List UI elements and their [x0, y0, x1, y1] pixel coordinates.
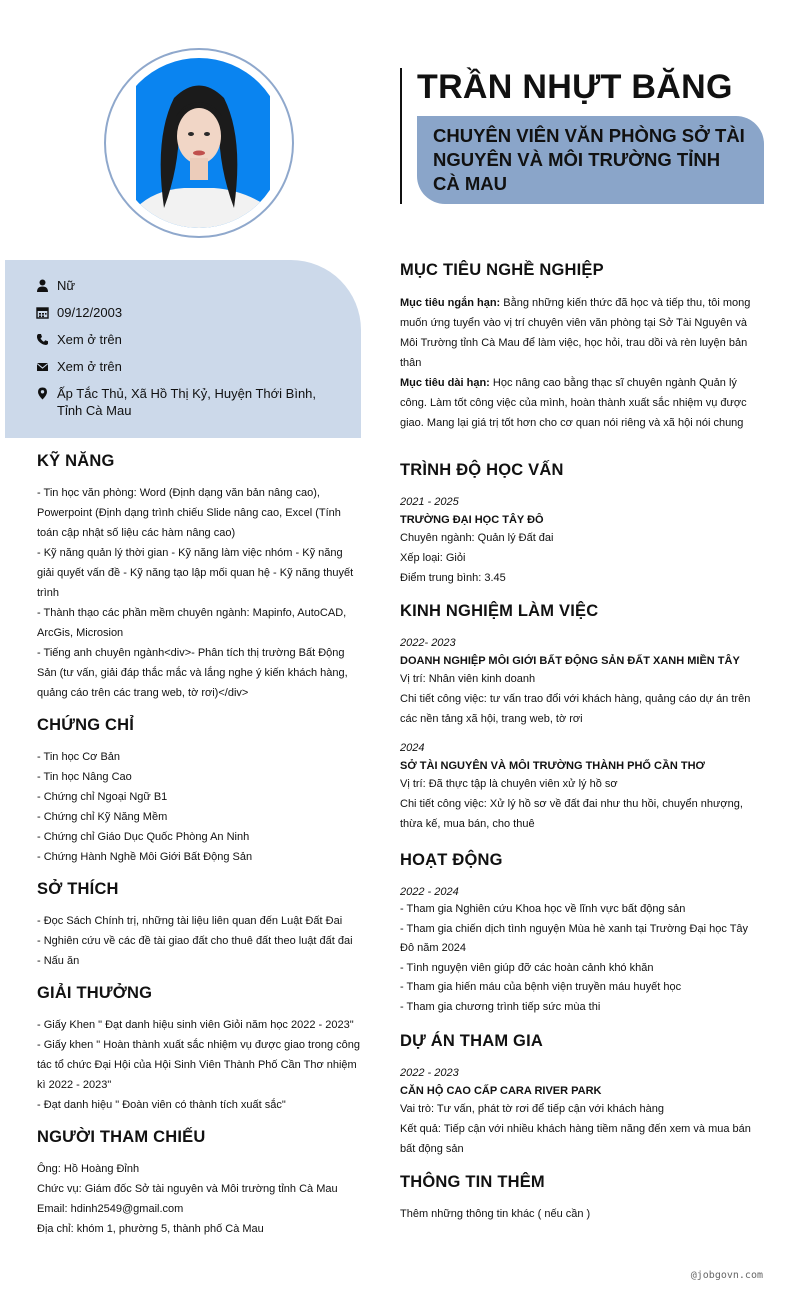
projects-title: DỰ ÁN THAM GIA	[400, 1032, 543, 1050]
reference-line: Email: hdinh2549@gmail.com	[37, 1203, 184, 1215]
certificate-item: - Chứng chỉ Giáo Dục Quốc Phòng An Ninh	[37, 831, 250, 843]
person-icon	[36, 279, 49, 292]
phone-icon	[36, 333, 49, 346]
projects-section	[400, 1032, 764, 1159]
education-line: Điểm trung bình: 3.45	[400, 572, 506, 584]
certificate-item: - Tin học Nâng Cao	[37, 771, 132, 783]
job-title: CHUYÊN VIÊN VĂN PHÒNG SỞ TÀI NGUYÊN VÀ MÔI TRƯỜNG TỈNH CÀ MAU	[417, 116, 764, 204]
contact-birthday	[36, 304, 361, 321]
contact-address	[36, 385, 361, 419]
award-item: - Giấy Khen " Đạt danh hiệu sinh viên Giỏi năm học 2022 - 2023"	[37, 1019, 354, 1031]
skills-section	[37, 452, 361, 703]
hobby-item: - Nghiên cứu về các đề tài giao đất cho thuê đất theo luật đất đai	[37, 935, 353, 947]
references-section	[37, 1128, 361, 1239]
hobby-item: - Nấu ăn	[37, 955, 80, 967]
reference-line: Địa chỉ: khóm 1, phường 5, thành phố Cà Mau	[37, 1223, 264, 1235]
objective-long-text: Học nâng cao bằng thạc sĩ chuyên ngành Quản lý công. Làm tốt công việc của mình, hoàn thành xuất sắc nhiệm vụ được giao. Mang lại giá trị tốt hơn cho cơ quan nói riêng và xã hội nói chung	[400, 377, 747, 429]
certificates-title: CHỨNG CHỈ	[37, 716, 135, 734]
location-pin-icon	[36, 387, 49, 400]
education-school: TRƯỜNG ĐẠI HỌC TÂY ĐÔ	[400, 514, 544, 526]
avatar	[114, 58, 284, 228]
activity-item: - Tham gia Nghiên cứu Khoa học về lĩnh vực bất động sản	[400, 903, 686, 915]
activity-item: - Tham gia chương trình tiếp sức mùa thi	[400, 1000, 601, 1013]
birthday-text: 09/12/2003	[57, 305, 123, 320]
email-text: Xem ở trên	[57, 359, 122, 374]
objective-short-label: Mục tiêu ngắn hạn:	[400, 297, 501, 309]
award-item: - Giấy khen " Hoàn thành xuất sắc nhiệm vụ được giao trong công tác tổ chức Đại Hội của Hội Sinh Viên Thành Phố Cần Thơ nhiệm kì 2022 - 2023"	[37, 1039, 360, 1091]
activity-item: - Tham gia chiến dịch tình nguyện Mùa hè xanh tại Trường Đại học Tây Đô năm 2024	[400, 922, 749, 954]
address-text: Ấp Tắc Thủ, Xã Hồ Thị Kỷ, Huyện Thới Bình, Tỉnh Cà Mau	[57, 386, 317, 418]
avatar-photo-icon	[114, 58, 284, 228]
objective-long	[400, 373, 764, 433]
project-line: Kết quả: Tiếp cận với nhiều khách hàng tiềm năng đến xem và mua bán bất động sản	[400, 1123, 751, 1155]
awards-title: GIẢI THƯỞNG	[37, 984, 153, 1002]
project-line: Vai trò: Tư vấn, phát tờ rơi để tiếp cận với khách hàng	[400, 1103, 665, 1115]
hobbies-section	[37, 880, 361, 971]
additional-text: Thêm những thông tin khác ( nếu cần )	[400, 1208, 591, 1220]
activities-period: 2022 - 2024	[400, 886, 459, 898]
project-name: CĂN HỘ CAO CẤP CARA RIVER PARK	[400, 1085, 602, 1097]
gender-text: Nữ	[57, 278, 76, 293]
certificate-item: - Tin học Cơ Bản	[37, 751, 121, 763]
contact-gender	[36, 277, 361, 294]
job-company: SỞ TÀI NGUYÊN VÀ MÔI TRƯỜNG THÀNH PHỐ CẦN THƠ	[400, 760, 705, 772]
objective-title: MỤC TIÊU NGHỀ NGHIỆP	[400, 261, 604, 279]
certificate-item: - Chứng Hành Nghề Môi Giới Bất Động Sản	[37, 851, 253, 863]
skills-item: - Tin học văn phòng: Word (Định dạng văn bản nâng cao), Powerpoint (Định dạng trình chiếu Slide nâng cao, Excel (Tính toán cập nhật số liệu các hàm nâng cao)	[37, 487, 341, 539]
additional-title: THÔNG TIN THÊM	[400, 1173, 545, 1191]
activities-title: HOẠT ĐỘNG	[400, 851, 503, 869]
job-line: Vị trí: Đã thực tập là chuyên viên xử lý hồ sơ	[400, 778, 618, 790]
contact-panel	[5, 260, 361, 438]
activities-section	[400, 851, 764, 1017]
experience-title: KINH NGHIỆM LÀM VIỆC	[400, 602, 599, 620]
job-period: 2022- 2023	[400, 637, 456, 649]
contact-phone	[36, 331, 361, 348]
references-title: NGƯỜI THAM CHIẾU	[37, 1128, 206, 1146]
skills-item: - Kỹ năng quản lý thời gian - Kỹ năng làm việc nhóm - Kỹ năng giải quyết vấn đề - Kỹ năng tạo lập mối quan hệ - Kỹ năng thuyết trình	[37, 547, 354, 599]
job-company: DOANH NGHIỆP MÔI GIỚI BẤT ĐỘNG SẢN ĐẤT XANH MIỀN TÂY	[400, 655, 740, 667]
candidate-name: TRẦN NHỰT BĂNG	[417, 68, 733, 106]
reference-line: Chức vụ: Giám đốc Sở tài nguyên và Môi trường tỉnh Cà Mau	[37, 1183, 338, 1195]
name-block	[400, 68, 764, 204]
calendar-icon	[36, 306, 49, 319]
skills-title: KỸ NĂNG	[37, 452, 115, 470]
job-line: Vị trí: Nhân viên kinh doanh	[400, 673, 536, 685]
hobby-item: - Đọc Sách Chính trị, những tài liệu liên quan đến Luật Đất Đai	[37, 915, 343, 927]
job-period: 2024	[400, 742, 425, 754]
education-line: Xếp loại: Giỏi	[400, 552, 466, 564]
skills-item: - Tiếng anh chuyên ngành<div>- Phân tích thị trường Bất Động Sản (tư vấn, giải đáp thắc mắc và lắng nghe ý kiến khách hàng, quảng cáo trên các trang web, tờ rơi)</div>	[37, 647, 348, 699]
experience-section	[400, 602, 764, 834]
certificate-item: - Chứng chỉ Ngoại Ngữ B1	[37, 791, 168, 803]
envelope-icon	[36, 360, 49, 373]
skills-item: - Thành thạo các phần mềm chuyên ngành: Mapinfo, AutoCAD, ArcGis, Microsion	[37, 607, 347, 639]
project-period: 2022 - 2023	[400, 1067, 459, 1079]
reference-line: Ông: Hồ Hoàng Đỉnh	[37, 1163, 140, 1175]
job-line: Chi tiết công việc: tư vấn trao đổi với khách hàng, quảng cáo dự án trên các nền tảng xã hội, trang web, tờ rơi	[400, 693, 751, 725]
objective-short-text: Bằng những kiến thức đã học và tiếp thu, tôi mong muốn ứng tuyển vào vị trí chuyên viên văn phòng tại Sở Tài Nguyên và Môi Trường tỉnh Cà Mau để làm việc, học hỏi, trau dồi và rèn luyện bản thân	[400, 297, 751, 369]
activity-item: - Tham gia hiến máu của bệnh viện truyền máu huyết học	[400, 981, 682, 993]
contact-email	[36, 358, 361, 375]
objective-section	[400, 261, 764, 433]
objective-short	[400, 293, 764, 373]
certificate-item: - Chứng chỉ Kỹ Năng Mềm	[37, 811, 168, 823]
additional-section	[400, 1173, 764, 1224]
education-line: Chuyên ngành: Quản lý Đất đai	[400, 532, 554, 544]
education-period: 2021 - 2025	[400, 496, 459, 508]
watermark: @jobgovn.com	[690, 1270, 763, 1281]
hobbies-title: SỞ THÍCH	[37, 880, 119, 898]
phone-text: Xem ở trên	[57, 332, 122, 347]
education-section	[400, 461, 764, 588]
activity-item: - Tình nguyện viên giúp đỡ các hoàn cảnh khó khăn	[400, 961, 654, 974]
job-line: Chi tiết công việc: Xử lý hồ sơ về đất đai như thu hồi, chuyển nhượng, thừa kế, mua bán, cho thuê	[400, 798, 743, 830]
avatar-frame	[104, 48, 294, 238]
objective-long-label: Mục tiêu dài hạn:	[400, 377, 490, 389]
education-title: TRÌNH ĐỘ HỌC VẤN	[400, 461, 564, 479]
award-item: - Đạt danh hiệu " Đoàn viên có thành tích xuất sắc"	[37, 1099, 286, 1111]
certificates-section	[37, 716, 361, 867]
awards-section	[37, 984, 361, 1115]
